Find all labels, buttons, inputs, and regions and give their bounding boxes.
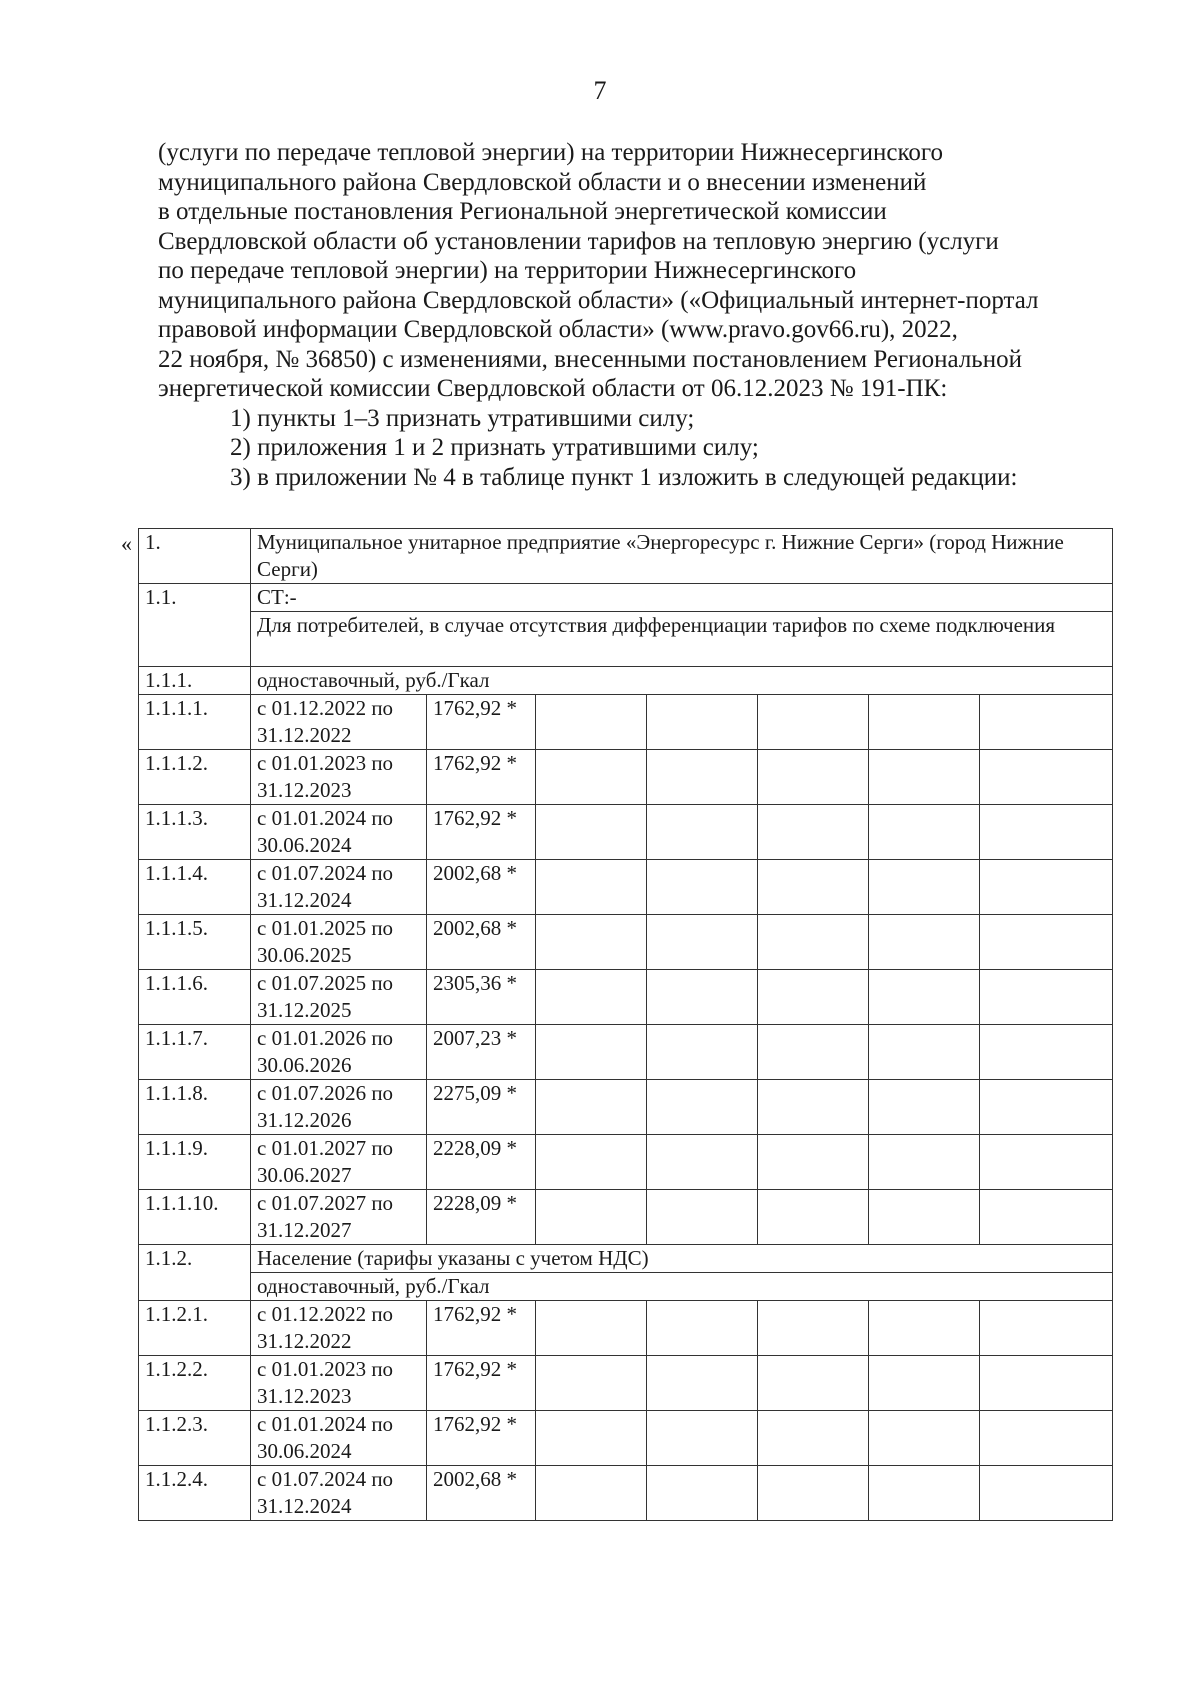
row-number: 1.1.2.2. [139,1356,251,1411]
group1-rows [139,695,1113,1245]
row-number: 1.1.2. [139,1245,251,1301]
empty-cell [536,805,647,860]
period-cell: с 01.07.2024 по 31.12.2024 [251,860,427,915]
empty-cell [647,1025,758,1080]
empty-cell [647,805,758,860]
row-number: 1.1.1.4. [139,860,251,915]
row-number: 1.1.2.3. [139,1411,251,1466]
empty-cell [536,915,647,970]
intro-text [158,138,1161,492]
empty-cell [758,750,869,805]
row-number: 1.1.1.8. [139,1080,251,1135]
empty-cell [869,1466,980,1521]
empty-cell [869,1080,980,1135]
empty-cell [980,915,1113,970]
list-item: 1) пункты 1–3 признать утратившими силу; [230,404,695,432]
table-row [139,1411,1113,1466]
empty-cell [536,1190,647,1245]
period-cell: с 01.07.2025 по 31.12.2025 [251,970,427,1025]
table-row [139,1301,1113,1356]
empty-cell [536,1301,647,1356]
consumers-note: Для потребителей, в случае отсутствия дифференциации тарифов по схеме подключения [251,612,1113,667]
empty-cell [647,1190,758,1245]
empty-cell [758,1025,869,1080]
empty-cell [980,1356,1113,1411]
row-number: 1.1.1.2. [139,750,251,805]
empty-cell [758,1080,869,1135]
period-cell: с 01.07.2027 по 31.12.2027 [251,1190,427,1245]
row-number: 1.1.1.9. [139,1135,251,1190]
population-title: Население (тарифы указаны с учетом НДС) [251,1245,1113,1273]
empty-cell [869,695,980,750]
period-cell: с 01.01.2024 по 30.06.2024 [251,1411,427,1466]
empty-cell [869,970,980,1025]
row-number: 1.1.1.6. [139,970,251,1025]
empty-cell [758,1135,869,1190]
empty-cell [869,750,980,805]
table-row [139,695,1113,750]
empty-cell [980,1301,1113,1356]
table-row [139,1466,1113,1521]
empty-cell [758,1356,869,1411]
intro-line: энергетической комиссии Свердловской области от 06.12.2023 № 191-ПК: [158,375,948,402]
row-number: 1.1.1. [139,667,251,695]
empty-cell [758,860,869,915]
empty-cell [647,860,758,915]
row-number: 1.1. [139,584,251,667]
rate-type-label: одноставочный, руб./Гкал [251,1273,1113,1301]
tariff-value: 2002,68 * [427,915,536,970]
empty-cell [980,1135,1113,1190]
period-cell: с 01.07.2026 по 31.12.2026 [251,1080,427,1135]
empty-cell [647,695,758,750]
empty-cell [536,1135,647,1190]
empty-cell [536,1411,647,1466]
empty-cell [536,1356,647,1411]
list-item: 2) приложения 1 и 2 признать утратившими силу; [230,434,759,461]
empty-cell [980,695,1113,750]
empty-cell [980,860,1113,915]
empty-cell [980,750,1113,805]
period-cell: с 01.01.2023 по 31.12.2023 [251,750,427,805]
empty-cell [536,1080,647,1135]
tariff-value: 1762,92 * [427,695,536,750]
tariff-value: 1762,92 * [427,805,536,860]
intro-line: 22 ноября, № 36850) с изменениями, внесенными постановлением Региональной [158,345,1022,373]
empty-cell [758,915,869,970]
table-row [139,860,1113,915]
intro-line: Свердловской области об установлении тарифов на тепловую энергию (услуги [158,227,999,255]
tariff-value: 1762,92 * [427,1301,536,1356]
empty-cell [869,1301,980,1356]
tariff-value: 2002,68 * [427,1466,536,1521]
intro-line: правовой информации Свердловской области» (www.pravo.gov66.ru), 2022, [158,316,958,343]
table-row [139,1356,1113,1411]
tariff-value: 2275,09 * [427,1080,536,1135]
period-cell: с 01.01.2024 по 30.06.2024 [251,805,427,860]
tariff-value: 1762,92 * [427,1356,536,1411]
period-cell: с 01.01.2027 по 30.06.2027 [251,1135,427,1190]
table-row [139,805,1113,860]
table-row [139,1025,1113,1080]
empty-cell [536,860,647,915]
empty-cell [758,1411,869,1466]
empty-cell [869,1411,980,1466]
empty-cell [758,970,869,1025]
st-label: СТ:- [251,584,1113,612]
tariff-value: 2007,23 * [427,1025,536,1080]
empty-cell [980,1080,1113,1135]
empty-cell [758,1190,869,1245]
row-number: 1.1.1.5. [139,915,251,970]
list-item: 3) в приложении № 4 в таблице пункт 1 изложить в следующей редакции: [230,463,1018,491]
empty-cell [869,1135,980,1190]
intro-line: (услуги по передаче тепловой энергии) на территории Нижнесергинского [158,139,943,166]
intro-line: по передаче тепловой энергии) на территории Нижнесергинского [158,257,857,284]
tariff-value: 2002,68 * [427,860,536,915]
row-number: 1.1.1.1. [139,695,251,750]
table-row [139,1135,1113,1190]
row-number: 1.1.2.4. [139,1466,251,1521]
page-number: 7 [593,76,607,105]
period-cell: с 01.01.2023 по 31.12.2023 [251,1356,427,1411]
row-number: 1.1.1.3. [139,805,251,860]
tariff-value: 2228,09 * [427,1190,536,1245]
empty-cell [536,1466,647,1521]
empty-cell [869,1356,980,1411]
empty-cell [647,1080,758,1135]
intro-line: в отдельные постановления Региональной энергетической комиссии [158,198,887,225]
empty-cell [758,805,869,860]
empty-cell [980,1025,1113,1080]
empty-cell [647,750,758,805]
empty-cell [758,695,869,750]
period-cell: с 01.12.2022 по 31.12.2022 [251,1301,427,1356]
empty-cell [869,1190,980,1245]
empty-cell [536,970,647,1025]
empty-cell [869,915,980,970]
tariff-table [138,528,1113,1521]
empty-cell [758,1466,869,1521]
row-number: 1.1.1.10. [139,1190,251,1245]
empty-cell [647,970,758,1025]
empty-cell [758,1301,869,1356]
opening-quote-mark: « [121,531,132,556]
empty-cell [869,1025,980,1080]
table-row [139,915,1113,970]
empty-cell [980,970,1113,1025]
empty-cell [980,1411,1113,1466]
period-cell: с 01.07.2024 по 31.12.2024 [251,1466,427,1521]
empty-cell [647,915,758,970]
row-number: 1.1.1.7. [139,1025,251,1080]
intro-line: муниципального района Свердловской области и о внесении изменений [158,168,927,196]
table-row [139,750,1113,805]
empty-cell [536,695,647,750]
tariff-value: 1762,92 * [427,1411,536,1466]
empty-cell [647,1301,758,1356]
table-row [139,1080,1113,1135]
tariff-value: 2228,09 * [427,1135,536,1190]
table-row [139,970,1113,1025]
table-row [139,1190,1113,1245]
empty-cell [536,750,647,805]
intro-line: муниципального района Свердловской области» («Официальный интернет-портал [158,286,1039,314]
rate-type-label: одноставочный, руб./Гкал [251,667,1113,695]
empty-cell [647,1356,758,1411]
empty-cell [869,860,980,915]
tariff-value: 2305,36 * [427,970,536,1025]
organization-name: Муниципальное унитарное предприятие «Энергоресурс г. Нижние Серги» (город Нижние Серги) [251,529,1113,584]
period-cell: с 01.01.2025 по 30.06.2025 [251,915,427,970]
empty-cell [647,1411,758,1466]
empty-cell [980,1190,1113,1245]
empty-cell [980,1466,1113,1521]
empty-cell [980,805,1113,860]
period-cell: с 01.12.2022 по 31.12.2022 [251,695,427,750]
row-number: 1.1.2.1. [139,1301,251,1356]
empty-cell [536,1025,647,1080]
group2-rows [139,1301,1113,1521]
tariff-value: 1762,92 * [427,750,536,805]
row-number: 1. [139,529,251,584]
empty-cell [869,805,980,860]
period-cell: с 01.01.2026 по 30.06.2026 [251,1025,427,1080]
empty-cell [647,1466,758,1521]
empty-cell [647,1135,758,1190]
